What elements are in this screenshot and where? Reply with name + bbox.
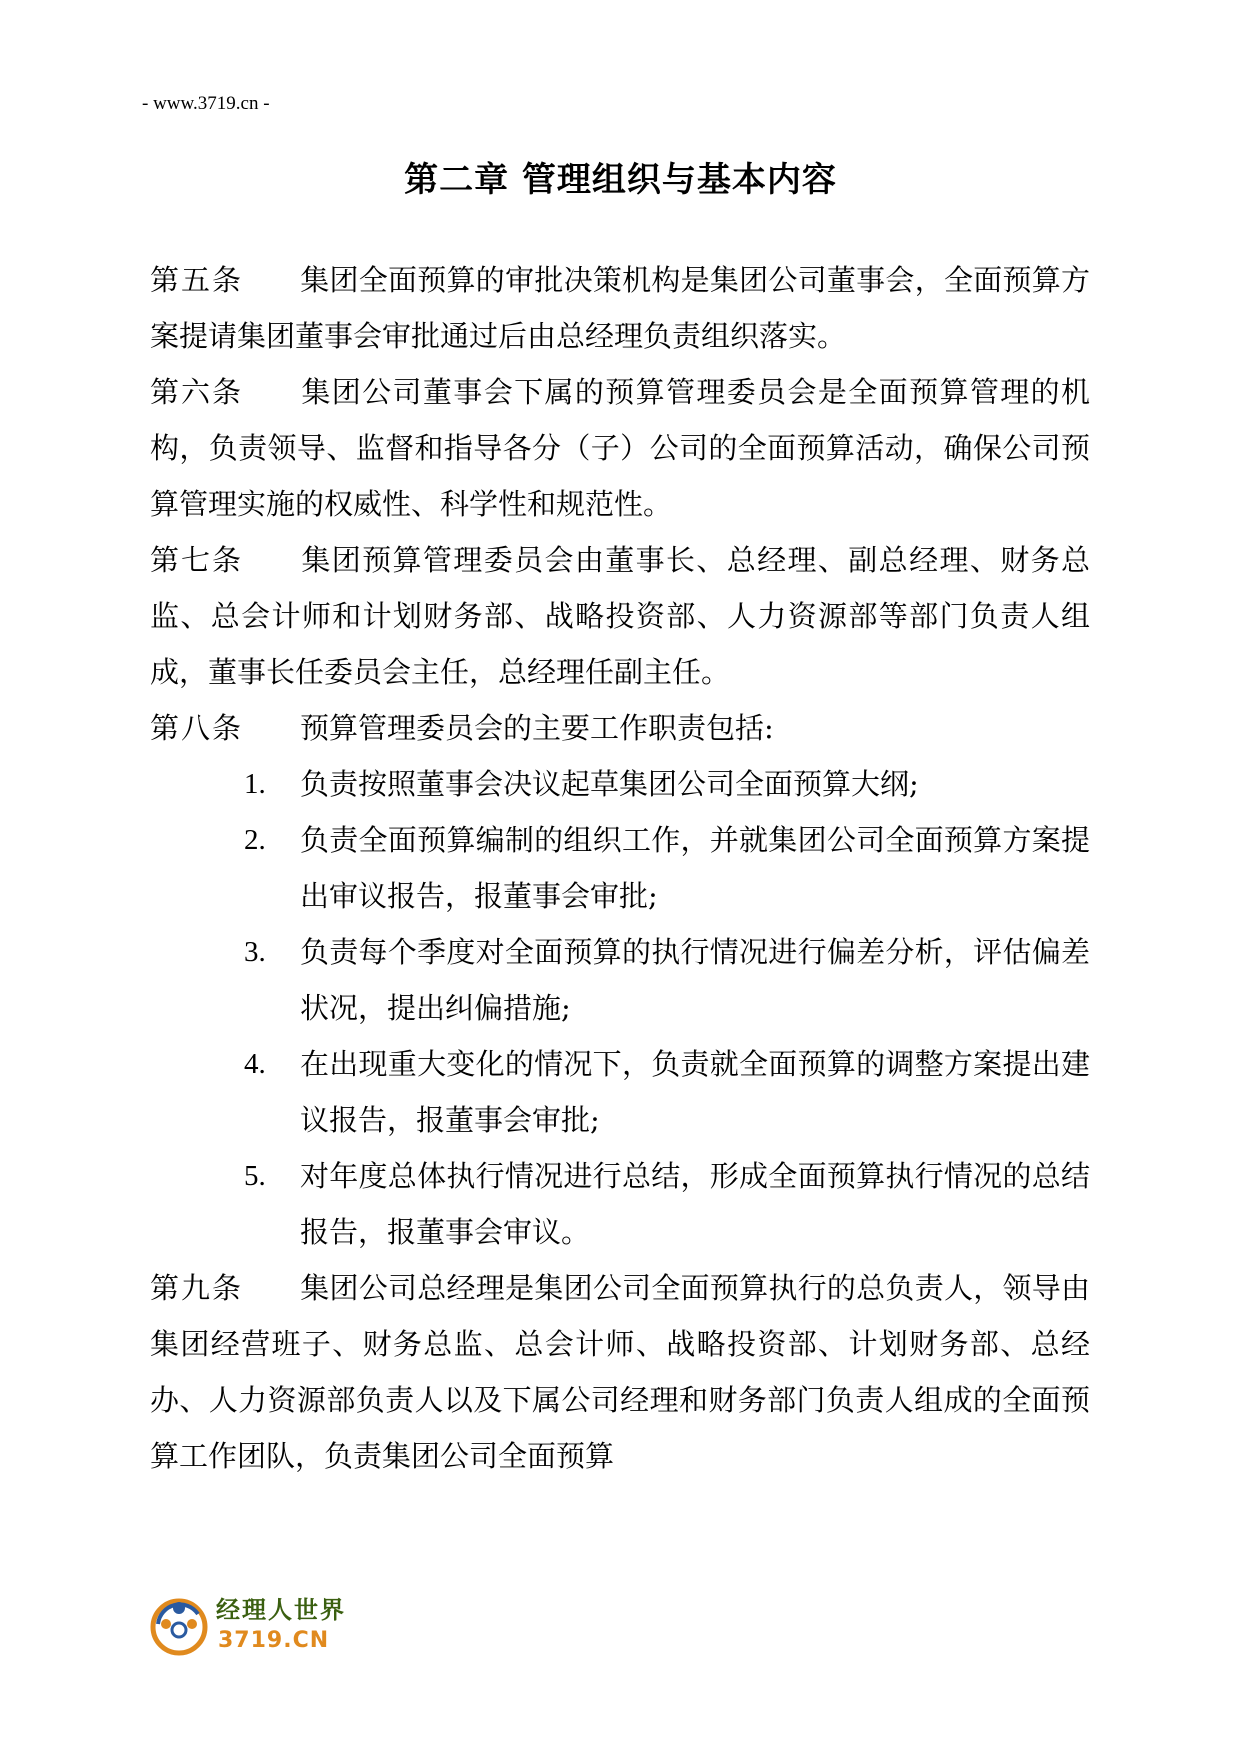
header-url: - www.3719.cn -	[142, 93, 270, 114]
logo-text-en: 3719.CN	[218, 1628, 330, 1653]
list-item-number: 2.	[244, 824, 266, 856]
list-item	[244, 1148, 1090, 1260]
list-item	[244, 924, 1090, 1036]
list-item-number: 1.	[244, 768, 266, 800]
site-logo	[148, 1590, 358, 1666]
article-5	[150, 252, 1090, 364]
article-label: 第七条	[150, 543, 244, 577]
article-9	[150, 1260, 1090, 1484]
list-item-text: 在出现重大变化的情况下，负责就全面预算的调整方案提出建议报告，报董事会审批;	[300, 1047, 1090, 1137]
article-label: 第五条	[150, 263, 244, 297]
list-item	[244, 756, 1090, 812]
article-text: 预算管理委员会的主要工作职责包括:	[300, 711, 774, 745]
article-text: 集团公司总经理是集团公司全面预算执行的总负责人，领导由集团经营班子、财务总监、总会计师、战略投资部、计划财务部、总经办、人力资源部负责人以及下属公司经理和财务部门负责人组成的全面预算工作团队，负责集团公司全面预算	[150, 1271, 1090, 1473]
globe-people-logo-icon	[148, 1594, 210, 1656]
document-body	[150, 252, 1090, 1484]
article-text: 集团全面预算的审批决策机构是集团公司董事会，全面预算方案提请集团董事会审批通过后由总经理负责组织落实。	[150, 263, 1090, 353]
article-label: 第八条	[150, 711, 244, 745]
list-item-number: 3.	[244, 936, 266, 968]
article-8	[150, 700, 1090, 756]
list-item-number: 5.	[244, 1160, 266, 1192]
article-7	[150, 532, 1090, 700]
article-label: 第九条	[150, 1271, 244, 1305]
list-item-text: 负责每个季度对全面预算的执行情况进行偏差分析，评估偏差状况，提出纠偏措施;	[300, 935, 1090, 1025]
list-item-number: 4.	[244, 1048, 266, 1080]
list-item-text: 对年度总体执行情况进行总结，形成全面预算执行情况的总结报告，报董事会审议。	[300, 1159, 1090, 1249]
article-text: 集团预算管理委员会由董事长、总经理、副总经理、财务总监、总会计师和计划财务部、战略投资部、人力资源部等部门负责人组成，董事长任委员会主任，总经理任副主任。	[150, 543, 1090, 689]
chapter-title: 第二章 管理组织与基本内容	[404, 160, 837, 200]
article-label: 第六条	[150, 375, 244, 409]
list-item-text: 负责全面预算编制的组织工作，并就集团公司全面预算方案提出审议报告，报董事会审批;	[300, 823, 1090, 913]
list-item	[244, 1036, 1090, 1148]
article-6	[150, 364, 1090, 532]
logo-text-cn: 经理人世界	[216, 1596, 346, 1624]
article-text: 集团公司董事会下属的预算管理委员会是全面预算管理的机构，负责领导、监督和指导各分（子）公司的全面预算活动，确保公司预算管理实施的权威性、科学性和规范性。	[150, 375, 1090, 521]
list-item	[244, 812, 1090, 924]
duties-list	[150, 756, 1090, 1260]
list-item-text: 负责按照董事会决议起草集团公司全面预算大纲;	[300, 767, 919, 801]
